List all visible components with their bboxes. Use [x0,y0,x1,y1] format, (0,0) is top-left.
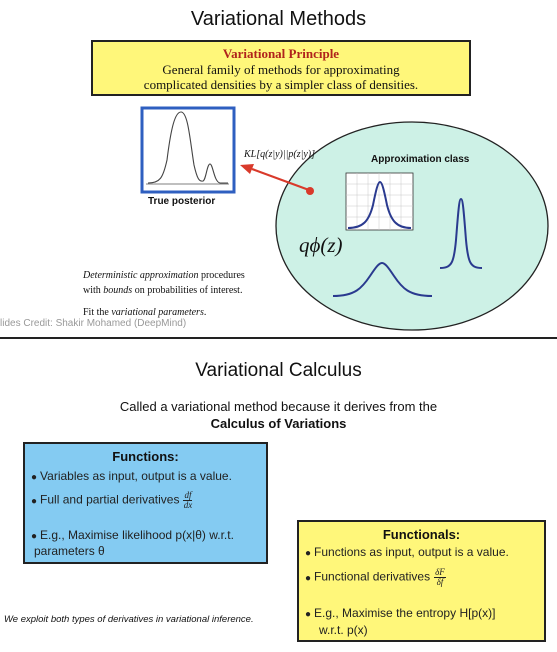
slide-divider [0,337,557,339]
functionals-item-3-cont: w.r.t. p(x) [319,623,368,637]
principle-line-1: General family of methods for approximating [162,62,400,77]
functions-item-2: ● Full and partial derivatives $\frac{df}{dx}$ [31,490,193,510]
slides-credit: lides Credit: Shakir Mohamed (DeepMind) [0,318,187,329]
slide-title-calculus: Variational Calculus [195,360,362,381]
true-posterior-frame [142,108,234,192]
functionals-item-3: ● E.g., Maximise the entropy H[p(x)] [305,606,496,620]
footer-note: We exploit both types of derivatives in variational inference. [4,614,254,625]
approximation-class-label: Approximation class [371,154,470,165]
functions-title: Functions: [112,449,179,464]
df-dx-fraction: $\frac{df}{dx}$ [183,490,193,510]
principle-line-2: complicated densities by a simpler class of densities. [143,77,419,92]
functions-item-3-cont: parameters θ [34,544,105,558]
kl-divergence-label: KL[q(z|y)||p(z|y)] [244,149,315,160]
principle-heading: Variational Principle [222,46,340,61]
kl-arrow-head [240,164,254,174]
subtitle-line-1: Called a variational method because it derives from the [119,399,438,414]
functions-box [23,442,268,564]
q-phi-label: qϕ(z) [299,233,343,257]
functionals-box [297,520,546,642]
functionals-title: Functionals: [382,527,461,542]
subtitle-line-2: Calculus of Variations [210,416,347,431]
deltaF-deltaf-fraction: $\frac{\delta F}{\delta f}$ [435,567,445,587]
functions-item-1: ● Variables as input, output is a value. [31,469,232,483]
deterministic-text-line-2: with bounds on probabilities of interest. [83,285,243,296]
kl-arrow-dot [306,187,314,195]
fit-parameters-text: Fit the variational parameters. [83,307,207,318]
functions-item-3: ● E.g., Maximise likelihood p(x|θ) w.r.t. [31,528,234,542]
deterministic-text-line-1: Deterministic approximation procedures [83,270,245,281]
functionals-item-1: ● Functions as input, output is a value. [305,545,509,559]
true-posterior-label: True posterior [148,196,216,207]
slide-title: Variational Methods [190,8,367,30]
functionals-item-2: ● Functional derivatives $\frac{\delta F}{\delta f}$ [305,567,445,587]
